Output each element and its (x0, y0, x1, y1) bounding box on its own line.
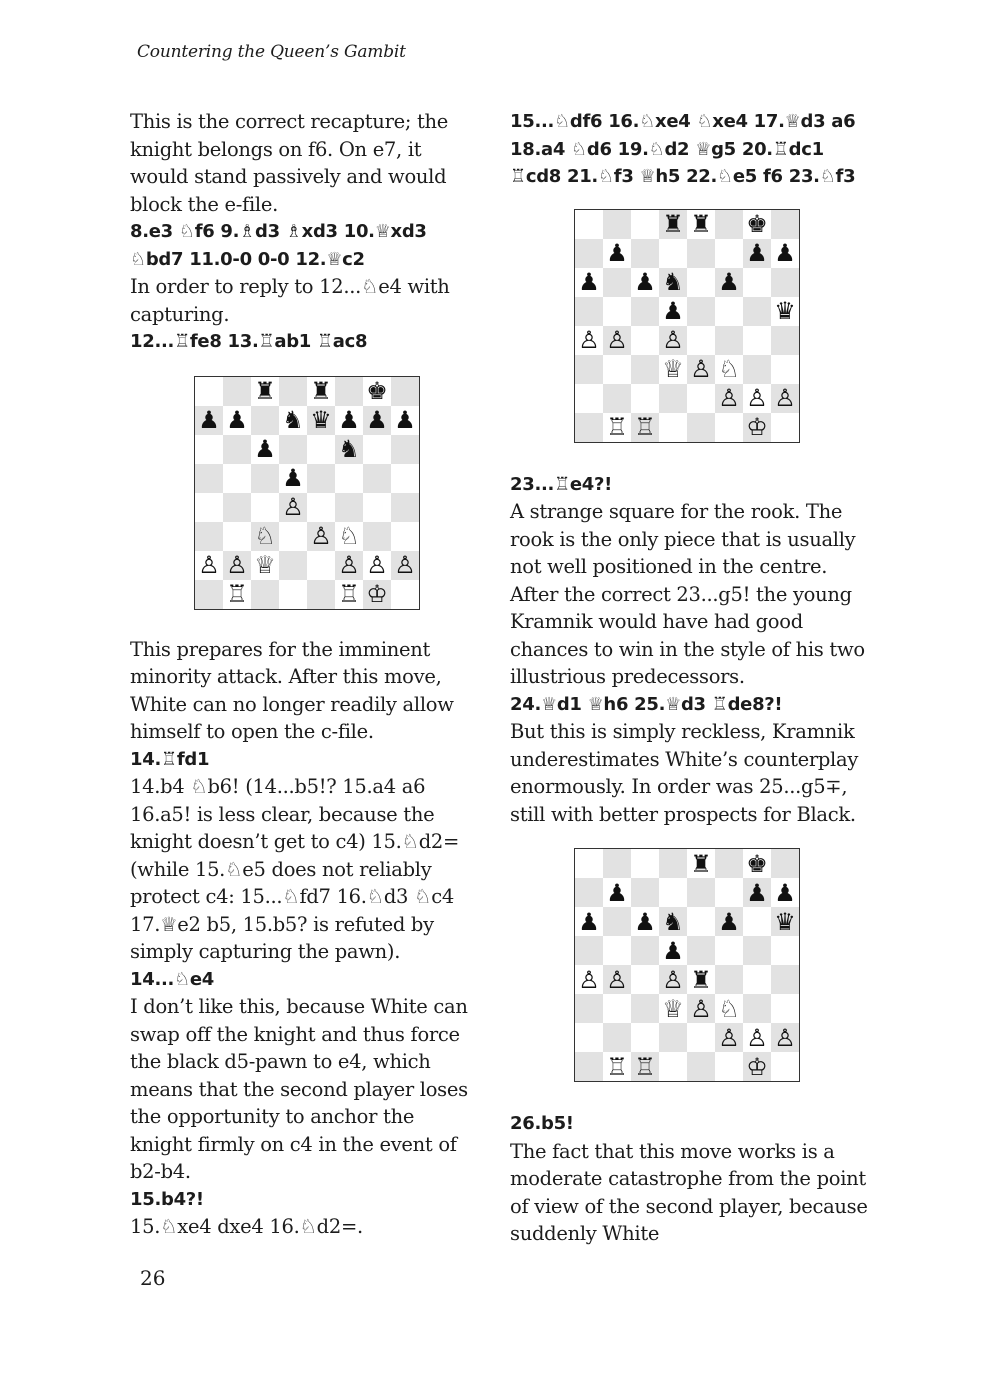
board-square (687, 384, 715, 413)
board-square (687, 239, 715, 268)
board-square (195, 435, 223, 464)
board-square (771, 326, 799, 355)
board-square (307, 580, 335, 609)
black-pawn-icon: ♟ (195, 406, 223, 435)
chess-board (574, 848, 800, 1082)
black-rook-icon: ♜ (659, 210, 687, 239)
board-square (279, 377, 307, 406)
white-pawn-icon: ♙ (223, 551, 251, 580)
board-square (659, 1052, 687, 1081)
chess-diagram (510, 848, 875, 1088)
board-square (391, 580, 419, 609)
board-square (631, 210, 659, 239)
chess-diagram (510, 209, 875, 449)
move-sequence: 24.♕d1 ♕h6 25.♕d3 ♖de8?! (510, 693, 783, 715)
board-square (307, 551, 335, 580)
white-pawn-icon: ♙ (659, 326, 687, 355)
commentary-paragraph: 14.b4 ♘b6! (14...b5!? 15.a4 a6 16.a5! is less clear, because the knight doesn’t get to c4) 15.♘d2= (while 15.♘e5 does not reliably protect c4: 15...♘fd7 16.♘d3 ♘c4 17.♕e2 b5, 15.b5? is refuted by simply capturing the pawn). (130, 775, 460, 963)
board-square (603, 355, 631, 384)
board-square (195, 493, 223, 522)
commentary-paragraph: The fact that this move works is a moderate catastrophe from the point of view of the second player, because suddenly White (510, 1139, 868, 1245)
board-square (575, 1052, 603, 1081)
white-pawn-icon: ♙ (687, 355, 715, 384)
board-square (631, 994, 659, 1023)
black-pawn-icon: ♟ (743, 239, 771, 268)
board-square (631, 878, 659, 907)
board-square (279, 435, 307, 464)
board-square (575, 239, 603, 268)
board-square (223, 435, 251, 464)
white-pawn-icon: ♙ (307, 522, 335, 551)
board-square (659, 384, 687, 413)
black-knight-icon: ♞ (282, 406, 304, 434)
chess-diagram (130, 376, 480, 616)
white-king-icon: ♔ (363, 580, 391, 609)
black-king-icon: ♚ (366, 377, 388, 405)
white-rook-icon: ♖ (226, 580, 248, 608)
board-square (391, 464, 419, 493)
board-square (631, 326, 659, 355)
board-square (631, 355, 659, 384)
board-square (715, 849, 743, 878)
board-square (687, 1023, 715, 1052)
board-square (659, 878, 687, 907)
board-square (771, 994, 799, 1023)
black-pawn-icon: ♟ (282, 464, 304, 492)
white-pawn-icon: ♙ (279, 493, 307, 522)
board-square (715, 1052, 743, 1081)
black-queen-icon: ♛ (774, 297, 796, 325)
move-sequence: 15.b4?! (130, 1188, 204, 1210)
board-square (687, 878, 715, 907)
black-pawn-icon: ♟ (662, 936, 684, 965)
board-square (391, 435, 419, 464)
white-pawn-icon: ♙ (715, 1023, 743, 1052)
board-square (603, 268, 631, 297)
board-square (743, 268, 771, 297)
white-rook-icon: ♖ (631, 1052, 659, 1081)
white-pawn-icon: ♙ (578, 965, 600, 994)
move-sequence: 14.♖fd1 (130, 748, 210, 770)
board-square (335, 493, 363, 522)
board-square (715, 936, 743, 965)
board-square (631, 936, 659, 965)
board-square (391, 493, 419, 522)
black-pawn-icon: ♟ (606, 239, 628, 267)
board-square (743, 965, 771, 994)
board-square (603, 384, 631, 413)
page-number: 26 (140, 1266, 166, 1290)
board-square (363, 522, 391, 551)
board-square (223, 464, 251, 493)
board-square (575, 936, 603, 965)
running-head: Countering the Queen’s Gambit (137, 42, 406, 62)
board-square (715, 878, 743, 907)
black-pawn-icon: ♟ (226, 406, 248, 434)
board-square (659, 239, 687, 268)
board-square (687, 907, 715, 936)
black-pawn-icon: ♟ (338, 406, 360, 434)
white-queen-icon: ♕ (254, 551, 276, 579)
move-sequence: 23...♖e4?! (510, 473, 613, 495)
commentary-paragraph: I don’t like this, because White can swap off the knight and thus force the black d5-pawn to e4, which means that the second player loses the opportunity to anchor the knight firmly on c4 in the event of b2-b4. (130, 995, 468, 1183)
chess-board (574, 209, 800, 443)
board-square (659, 413, 687, 442)
board-square (715, 239, 743, 268)
black-knight-icon: ♞ (335, 435, 363, 464)
black-pawn-icon: ♟ (715, 268, 743, 297)
board-square (363, 435, 391, 464)
board-square (631, 297, 659, 326)
board-square (687, 297, 715, 326)
board-square (715, 297, 743, 326)
board-square (251, 406, 279, 435)
board-square (279, 551, 307, 580)
black-pawn-icon: ♟ (254, 435, 276, 463)
black-king-icon: ♚ (746, 210, 768, 238)
black-pawn-icon: ♟ (715, 907, 743, 936)
move-sequence: 15...♘df6 16.♘xe4 ♘xe4 17.♕d3 a6 18.a4 ♘d6 19.♘d2 ♕g5 20.♖dc1 ♖cd8 21.♘f3 ♕h5 22.♘e5 f6 23.♘f3 (510, 111, 856, 187)
board-square (715, 326, 743, 355)
board-square (575, 413, 603, 442)
black-rook-icon: ♜ (690, 965, 712, 994)
board-square (391, 377, 419, 406)
board-square (279, 522, 307, 551)
board-square (575, 878, 603, 907)
board-square (715, 210, 743, 239)
white-pawn-icon: ♙ (391, 551, 419, 580)
board-square (603, 907, 631, 936)
board-square (771, 965, 799, 994)
black-rook-icon: ♜ (254, 377, 276, 405)
board-square (251, 464, 279, 493)
white-pawn-icon: ♙ (198, 551, 220, 579)
white-knight-icon: ♘ (251, 522, 279, 551)
board-square (743, 907, 771, 936)
board-square (251, 580, 279, 609)
move-sequence: 12...♖fe8 13.♖ab1 ♖ac8 (130, 331, 368, 352)
black-pawn-icon: ♟ (774, 239, 796, 267)
white-pawn-icon: ♙ (746, 384, 768, 412)
commentary-paragraph: A strange square for the rook. The rook is the only piece that is usually not well positioned in the centre. After the correct 23...g5! the young Kramnik would have had good chances to win in the style of his two illustrious predecessors. (510, 500, 865, 688)
white-pawn-icon: ♙ (603, 965, 631, 994)
white-pawn-icon: ♙ (746, 1023, 768, 1052)
white-pawn-icon: ♙ (771, 1023, 799, 1052)
board-square (575, 849, 603, 878)
white-pawn-icon: ♙ (687, 994, 715, 1023)
board-square (195, 464, 223, 493)
board-square (575, 210, 603, 239)
black-knight-icon: ♞ (659, 268, 687, 297)
board-square (743, 936, 771, 965)
chess-board (194, 376, 420, 610)
white-rook-icon: ♖ (606, 413, 628, 441)
board-square (771, 1052, 799, 1081)
board-square (687, 413, 715, 442)
board-square (631, 239, 659, 268)
right-column (510, 108, 875, 1248)
black-pawn-icon: ♟ (363, 406, 391, 435)
move-sequence: 26.b5! (510, 1113, 574, 1134)
board-square (687, 268, 715, 297)
white-queen-icon: ♕ (662, 355, 684, 383)
board-square (223, 522, 251, 551)
board-square (195, 522, 223, 551)
left-column (130, 108, 480, 1241)
commentary-paragraph: This prepares for the imminent minority attack. After this move, White can no longer readily allow himself to open the c-file. (130, 637, 454, 743)
black-pawn-icon: ♟ (578, 907, 600, 936)
white-king-icon: ♔ (743, 1052, 771, 1081)
board-square (335, 377, 363, 406)
board-square (743, 326, 771, 355)
board-square (307, 493, 335, 522)
board-square (687, 326, 715, 355)
white-queen-icon: ♕ (662, 994, 684, 1023)
board-square (687, 936, 715, 965)
board-square (603, 994, 631, 1023)
white-pawn-icon: ♙ (771, 384, 799, 413)
black-pawn-icon: ♟ (634, 907, 656, 936)
board-square (575, 297, 603, 326)
move-sequence: 8.e3 ♘f6 9.♗d3 ♗xd3 10.♕xd3 ♘bd7 11.0-0 0-0 12.♕c2 (130, 221, 427, 270)
commentary-paragraph: But this is simply reckless, Kramnik underestimates White’s counterplay enormously. In order was 25...g5∓, still with better prospects for Black. (510, 720, 859, 826)
black-pawn-icon: ♟ (394, 406, 416, 434)
board-square (363, 493, 391, 522)
white-rook-icon: ♖ (606, 1052, 628, 1081)
black-rook-icon: ♜ (310, 377, 332, 405)
black-pawn-icon: ♟ (634, 268, 656, 296)
board-square (223, 377, 251, 406)
board-square (575, 384, 603, 413)
board-square (279, 580, 307, 609)
board-square (335, 464, 363, 493)
board-square (715, 413, 743, 442)
black-pawn-icon: ♟ (662, 297, 684, 325)
black-rook-icon: ♜ (690, 210, 712, 238)
board-square (391, 522, 419, 551)
black-pawn-icon: ♟ (578, 268, 600, 296)
board-square (631, 849, 659, 878)
white-pawn-icon: ♙ (603, 326, 631, 355)
board-square (771, 413, 799, 442)
board-square (631, 384, 659, 413)
commentary-paragraph: This is the correct recapture; the knight belongs on f6. On e7, it would stand passively and would block the e-file. (130, 110, 449, 216)
board-square (771, 355, 799, 384)
board-square (743, 994, 771, 1023)
black-queen-icon: ♛ (307, 406, 335, 435)
commentary-paragraph: 15.♘xe4 dxe4 16.♘d2=. (130, 1215, 363, 1238)
board-square (195, 580, 223, 609)
white-pawn-icon: ♙ (659, 965, 687, 994)
black-pawn-icon: ♟ (774, 878, 796, 907)
white-pawn-icon: ♙ (715, 384, 743, 413)
board-square (603, 849, 631, 878)
board-square (771, 210, 799, 239)
white-knight-icon: ♘ (718, 994, 740, 1023)
white-knight-icon: ♘ (338, 522, 360, 550)
board-square (251, 493, 279, 522)
board-square (631, 1023, 659, 1052)
black-king-icon: ♚ (746, 849, 768, 878)
white-king-icon: ♔ (743, 413, 771, 442)
board-square (575, 994, 603, 1023)
white-pawn-icon: ♙ (578, 326, 600, 354)
move-sequence: 14...♘e4 (130, 968, 215, 990)
white-rook-icon: ♖ (631, 413, 659, 442)
white-pawn-icon: ♙ (335, 551, 363, 580)
black-pawn-icon: ♟ (606, 878, 628, 907)
black-queen-icon: ♛ (771, 907, 799, 936)
board-square (307, 464, 335, 493)
commentary-paragraph: In order to reply to 12...♘e4 with capturing. (130, 275, 450, 326)
black-knight-icon: ♞ (659, 907, 687, 936)
board-square (603, 210, 631, 239)
board-square (771, 936, 799, 965)
board-square (223, 493, 251, 522)
board-square (687, 1052, 715, 1081)
board-square (603, 1023, 631, 1052)
board-square (575, 355, 603, 384)
black-rook-icon: ♜ (690, 849, 712, 878)
black-pawn-icon: ♟ (743, 878, 771, 907)
board-square (195, 377, 223, 406)
board-square (743, 355, 771, 384)
board-square (603, 936, 631, 965)
board-square (603, 297, 631, 326)
board-square (307, 435, 335, 464)
board-square (631, 965, 659, 994)
white-pawn-icon: ♙ (366, 551, 388, 579)
board-square (575, 1023, 603, 1052)
board-square (659, 1023, 687, 1052)
board-square (363, 464, 391, 493)
board-square (743, 297, 771, 326)
white-knight-icon: ♘ (718, 355, 740, 383)
board-square (771, 849, 799, 878)
board-square (659, 849, 687, 878)
white-rook-icon: ♖ (338, 580, 360, 608)
board-square (715, 965, 743, 994)
board-square (771, 268, 799, 297)
